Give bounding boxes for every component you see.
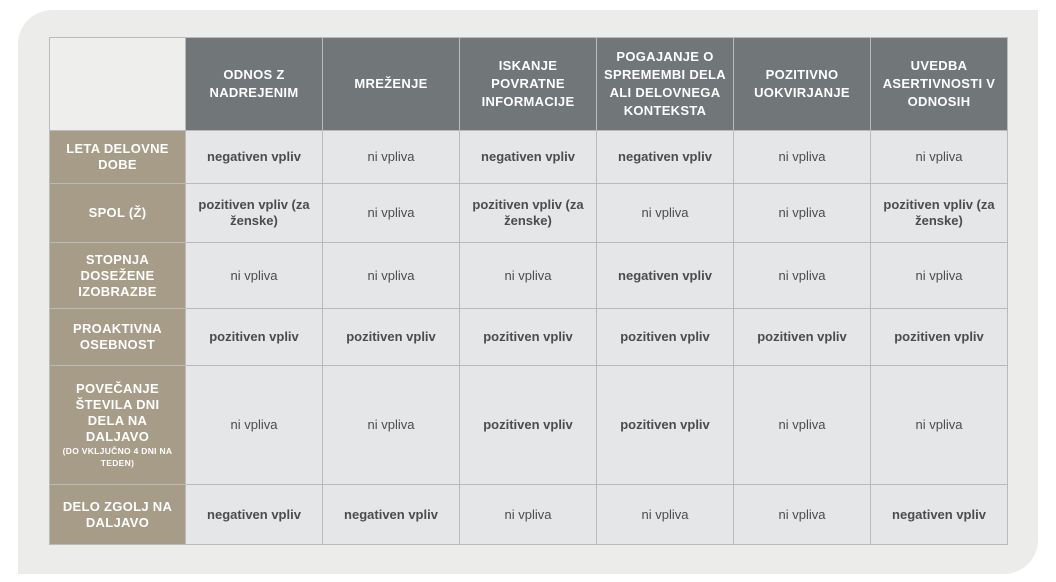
table-cell: ni vpliva	[597, 485, 734, 545]
table-cell: ni vpliva	[597, 184, 734, 243]
table-cell: ni vpliva	[323, 131, 460, 184]
table-cell: ni vpliva	[871, 131, 1008, 184]
row-header	[50, 184, 186, 243]
column-header: ISKANJE POVRATNE INFORMACIJE	[460, 38, 597, 131]
table-cell: pozitiven vpliv (za ženske)	[460, 184, 597, 243]
table-cell: negativen vpliv	[186, 485, 323, 545]
row-label: STOPNJA DOSEŽENE IZOBRAZBE	[78, 251, 157, 299]
column-header: MREŽENJE	[323, 38, 460, 131]
row-header	[50, 309, 186, 366]
column-header: POZITIVNO UOKVIRJANJE	[734, 38, 871, 131]
table-cell: pozitiven vpliv	[323, 309, 460, 366]
table-cell: pozitiven vpliv	[597, 366, 734, 485]
table-cell: negativen vpliv	[186, 131, 323, 184]
header-row	[50, 38, 1008, 131]
row-label: DELO ZGOLJ NA DALJAVO	[62, 498, 173, 530]
table-row	[50, 184, 1008, 243]
row-label: PROAKTIVNA OSEBNOST	[73, 321, 162, 352]
column-header: POGAJANJE O SPREMEMBI DELA ALI DELOVNEGA KONTEKSTA	[597, 38, 734, 131]
table-cell: ni vpliva	[734, 366, 871, 485]
table-row	[50, 243, 1008, 309]
table-cell: pozitiven vpliv	[734, 309, 871, 366]
table-row	[50, 131, 1008, 184]
table-cell: ni vpliva	[323, 366, 460, 485]
table-cell: ni vpliva	[460, 485, 597, 545]
table-cell: pozitiven vpliv	[186, 309, 323, 366]
table-cell: negativen vpliv	[597, 131, 734, 184]
row-header	[50, 131, 186, 184]
table-cell: ni vpliva	[734, 184, 871, 243]
table-cell: negativen vpliv	[871, 485, 1008, 545]
table-cell: ni vpliva	[871, 243, 1008, 309]
table-cell: ni vpliva	[734, 485, 871, 545]
row-header	[50, 243, 186, 309]
table-cell: ni vpliva	[460, 243, 597, 309]
row-header	[50, 485, 186, 545]
table-cell: ni vpliva	[734, 243, 871, 309]
table-cell: pozitiven vpliv	[871, 309, 1008, 366]
table-cell: ni vpliva	[186, 243, 323, 309]
table-cell: negativen vpliv	[460, 131, 597, 184]
row-label: SPOL (Ž)	[88, 205, 147, 220]
table-cell: pozitiven vpliv (za ženske)	[871, 184, 1008, 243]
table-cell: ni vpliva	[323, 184, 460, 243]
table-row	[50, 309, 1008, 366]
table-cell: pozitiven vpliv (za ženske)	[186, 184, 323, 243]
table-cell: ni vpliva	[186, 366, 323, 485]
table-cell: ni vpliva	[871, 366, 1008, 485]
table-cell: negativen vpliv	[323, 485, 460, 545]
table-cell: negativen vpliv	[597, 243, 734, 309]
effects-table	[49, 37, 1008, 545]
corner-cell	[50, 38, 186, 131]
table-cell: ni vpliva	[734, 131, 871, 184]
row-note: (DO VKLJUČNO 4 DNI NA TEDEN)	[62, 446, 173, 468]
row-label: POVEČANJE ŠTEVILA DNI DELA NA DALJAVO	[75, 381, 160, 444]
table-cell: pozitiven vpliv	[597, 309, 734, 366]
table-row	[50, 366, 1008, 485]
row-label: LETA DELOVNE DOBE	[66, 141, 169, 172]
table-row	[50, 485, 1008, 545]
column-header: ODNOS Z NADREJENIM	[186, 38, 323, 131]
table-cell: ni vpliva	[323, 243, 460, 309]
table-cell: pozitiven vpliv	[460, 366, 597, 485]
column-header: UVEDBA ASERTIVNOSTI V ODNOSIH	[871, 38, 1008, 131]
table-cell: pozitiven vpliv	[460, 309, 597, 366]
row-header	[50, 366, 186, 485]
